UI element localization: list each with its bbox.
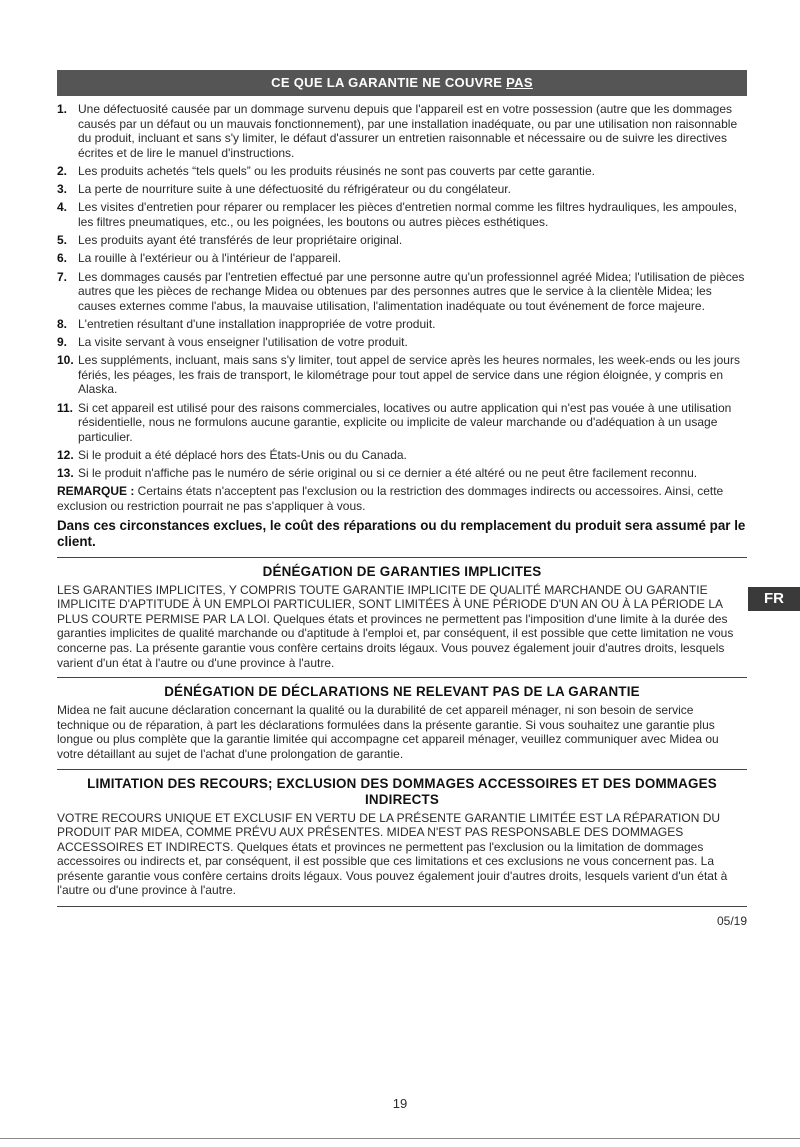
banner-title-underlined: PAS: [506, 75, 533, 90]
section-title: LIMITATION DES RECOURS; EXCLUSION DES DOMMAGES ACCESSOIRES ET DES DOMMAGES INDIRECTS: [87, 775, 717, 807]
list-item: [57, 182, 747, 197]
item-text: La perte de nourriture suite à une défectuosité du réfrigérateur ou du congélateur.: [78, 182, 511, 197]
item-text: Les dommages causés par l'entretien effectué par une personne autre qu'un professionnel agréé Midea; l'utilisation de pièces autres que les pièces de rechange Midea ou obtenues par des personnes autres que le service à la clientèle Midea; les causes externes comme l'abus, la mauvaise utilisation, l'alimentation inadéquate ou tout événement de force majeure.: [78, 269, 745, 313]
section-limitation-of-remedies: [57, 769, 747, 899]
language-tab: FR: [748, 587, 800, 611]
item-number: 11.: [57, 400, 74, 415]
item-text: Si le produit n'affiche pas le numéro de série original ou si ce dernier a été altéré ou ne peut être facilement reconnu.: [78, 466, 698, 481]
list-item: [57, 164, 747, 179]
banner-title: CE QUE LA GARANTIE NE COUVRE: [271, 75, 507, 90]
list-item: [57, 102, 747, 160]
warranty-page: [57, 70, 747, 928]
item-text: Les suppléments, incluant, mais sans s'y limiter, tout appel de service après les heures normales, les week-ends ou les jours fériés, les péages, les frais de transport, le kilométrage pour tout appel de service dans une région éloignée, y compris en Alaska.: [78, 353, 740, 397]
section-title: DÉNÉGATION DE GARANTIES IMPLICITES: [262, 563, 542, 579]
section-banner: [57, 70, 747, 96]
item-text: Si le produit a été déplacé hors des États-Unis ou du Canada.: [78, 448, 407, 462]
list-item: [57, 335, 747, 350]
item-text: Les produits ayant été transférés de leur propriétaire original.: [78, 233, 403, 248]
section-non-warranty-representations: [57, 677, 747, 761]
client-cost-statement: Dans ces circonstances exclues, le coût des réparations ou du remplacement du produit sera assumé par le client.: [57, 517, 746, 549]
remark-note: [57, 484, 747, 513]
list-item: [57, 233, 747, 248]
item-number: 1.: [57, 102, 68, 116]
exclusions-list: [57, 102, 747, 481]
item-number: 10.: [57, 353, 74, 368]
item-number: 12.: [57, 448, 74, 462]
item-number: 7.: [57, 269, 68, 284]
item-text: L'entretien résultant d'une installation inappropriée de votre produit.: [78, 316, 436, 331]
item-text: Les produits achetés “tels quels” ou les produits réusinés ne sont pas couverts par cette garantie.: [78, 163, 595, 178]
section-body: LES GARANTIES IMPLICITES, Y COMPRIS TOUTE GARANTIE IMPLICITE DE QUALITÉ MARCHANDE OU GARANTIE IMPLICITE D'APTITUDE À UN EMPLOI PARTICULIER, SONT LIMITÉES À UNE PÉRIODE D'UN AN OU À LA PÉRIODE LA PLUS COURTE PERMISE PAR LA LOI. Quelques états et provinces ne permettent pas l'imposition d'une limite à la durée des garanties implicites de qualité marchande ou d'aptitude à l'emploi et, par conséquent, il est possible que cette limitation ne vous concerne pas. La présente garantie vous confère certains droits légaux. Vous pouvez également jouir d'autres droits, lesquels varient d'un état à l'autre ou d'une province à l'autre.: [57, 582, 734, 670]
remark-text: Certains états n'acceptent pas l'exclusion ou la restriction des dommages indirects ou accessoires. Ainsi, cette exclusion ou restriction pourrait ne pas s'appliquer à vous.: [57, 484, 724, 513]
list-item: [57, 200, 747, 229]
item-number: 13.: [57, 466, 74, 481]
item-number: 9.: [57, 335, 68, 350]
section-title: DÉNÉGATION DE DÉCLARATIONS NE RELEVANT PAS DE LA GARANTIE: [164, 684, 640, 700]
item-text: Si cet appareil est utilisé pour des raisons commerciales, locatives ou autre application qui n'est pas vouée à une utilisation résidentielle, nous ne formulons aucune garantie, explicite ou implicite de valeur marchande ou d'adéquation à un usage particulier.: [78, 400, 732, 444]
item-text: La rouille à l'extérieur ou à l'intérieur de l'appareil.: [78, 251, 342, 266]
list-item: [57, 401, 747, 445]
item-number: 2.: [57, 163, 68, 178]
item-number: 8.: [57, 316, 68, 331]
list-item: [57, 448, 747, 463]
section-implied-warranties: [57, 557, 747, 671]
list-item: [57, 353, 747, 397]
list-item: [57, 251, 747, 266]
item-number: 4.: [57, 200, 68, 215]
section-body: Midea ne fait aucune déclaration concernant la qualité ou la durabilité de cet appareil ménager, ni son besoin de service technique ou de réparation, à part les déclarations formulées dans la présente garantie. Si vous souhaitez une garantie plus longue ou plus complète que la garantie limitée qui accompagne cet appareil ménager, veuillez communiquer avec Midea ou votre détaillant au sujet de l'achat d'une prolongation de garantie.: [57, 703, 719, 761]
list-item: [57, 317, 747, 332]
remark-label: REMARQUE :: [57, 484, 135, 499]
list-item: [57, 466, 747, 481]
item-number: 6.: [57, 251, 68, 266]
item-text: Une défectuosité causée par un dommage survenu depuis que l'appareil est en votre possession (autre que les dommages causés par un défaut ou un mauvais fonctionnement), par une installation inadéquate, ou par une utilisation non raisonnable du produit, incluant et sans s'y limiter, le défaut d'assurer un entretien raisonnable et nécessaire ou de suivre les directives écrites et de lire le manuel d'instructions.: [78, 102, 738, 160]
item-text: Les visites d'entretien pour réparer ou remplacer les pièces d'entretien normal comme les filtres hydrauliques, les ampoules, les filtres pneumatiques, etc., ou les poignées, les boutons ou autres pièces esthétiques.: [78, 200, 737, 229]
divider: [57, 906, 747, 907]
list-item: [57, 270, 747, 314]
bottom-divider: [0, 1138, 800, 1139]
revision-date: 05/19: [716, 914, 747, 929]
item-number: 3.: [57, 182, 68, 197]
page-number: 19: [392, 1096, 408, 1111]
section-body: VOTRE RECOURS UNIQUE ET EXCLUSIF EN VERTU DE LA PRÉSENTE GARANTIE LIMITÉE EST LA RÉPARATION DU PRODUIT PAR MIDEA, COMME PRÉVU AUX PRÉSENTES. MIDEA N'EST PAS RESPONSABLE DES DOMMAGES ACCESSOIRES ET INDIRECTS. Quelques états et provinces ne permettent pas l'exclusion ou la limitation de dommages accessoires ou indirects et, par conséquent, il est possible que ces limitations et ces exclusions ne vous concernent pas. La présente garantie vous confère certains droits légaux. Vous pouvez également jouir d'autres droits, lesquels varient d'un état à l'autre ou d'une province à l'autre.: [57, 810, 728, 898]
item-text: La visite servant à vous enseigner l'utilisation de votre produit.: [78, 335, 408, 350]
item-number: 5.: [57, 233, 68, 248]
